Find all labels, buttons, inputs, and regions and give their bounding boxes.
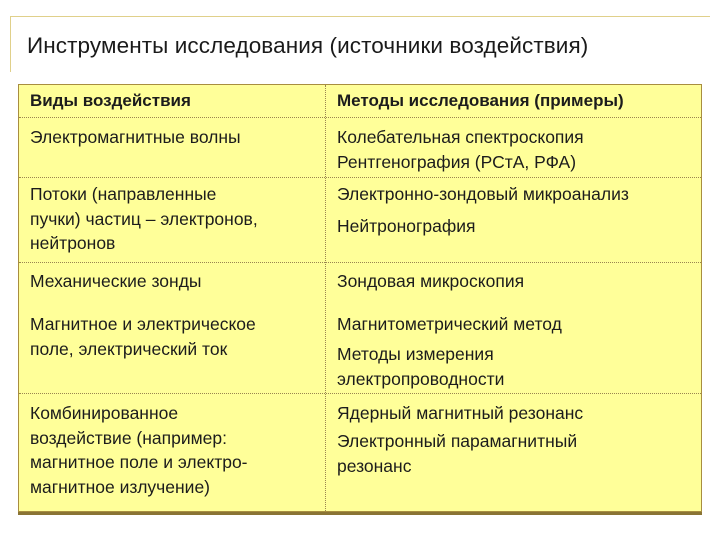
cell-method: Ядерный магнитный резонанс	[337, 403, 584, 423]
cell-method: Зондовая микроскопия	[337, 271, 525, 291]
title-frame-line	[10, 16, 710, 17]
cell-method: Колебательная спектроскопия	[337, 127, 584, 147]
cell-method: Нейтронография	[337, 216, 476, 236]
header-impact-types: Виды воздействия	[30, 91, 191, 110]
cell-impact-type: Магнитное и электрическое	[30, 314, 256, 334]
cell-impact-type: нейтронов	[30, 233, 116, 253]
row-divider	[19, 393, 701, 394]
cell-method: резонанс	[337, 455, 412, 476]
methods-table	[18, 84, 702, 512]
cell-impact-type: пучки) частиц – электронов,	[30, 208, 258, 229]
cell-impact-type: воздействие (например:	[30, 427, 227, 448]
cell-method: Магнитометрический метод	[337, 314, 562, 334]
row-divider	[19, 262, 701, 263]
row-divider	[19, 177, 701, 178]
cell-method: Методы измерения	[337, 344, 494, 364]
cell-method: Электронный парамагнитный	[337, 431, 578, 451]
cell-impact-type: Потоки (направленные	[30, 184, 217, 204]
cell-impact-type: поле, электрический ток	[30, 338, 228, 359]
slide-title: Инструменты исследования (источники воздействия)	[27, 33, 589, 58]
column-divider	[325, 85, 326, 511]
cell-method: Рентгенография (РСтА, РФА)	[337, 151, 577, 172]
cell-impact-type: магнитное излучение)	[30, 476, 211, 497]
header-research-methods: Методы исследования (примеры)	[337, 91, 624, 110]
table-bottom-border	[18, 512, 702, 515]
title-frame-line	[10, 16, 11, 72]
cell-impact-type: Комбинированное	[30, 403, 179, 423]
cell-method: Электронно-зондовый микроанализ	[337, 184, 629, 204]
row-divider	[19, 117, 701, 118]
cell-impact-type: магнитное поле и электро-	[30, 452, 248, 472]
cell-method: электропроводности	[337, 368, 505, 389]
cell-impact-type: Электромагнитные волны	[30, 127, 241, 147]
cell-impact-type: Механические зонды	[30, 271, 202, 291]
